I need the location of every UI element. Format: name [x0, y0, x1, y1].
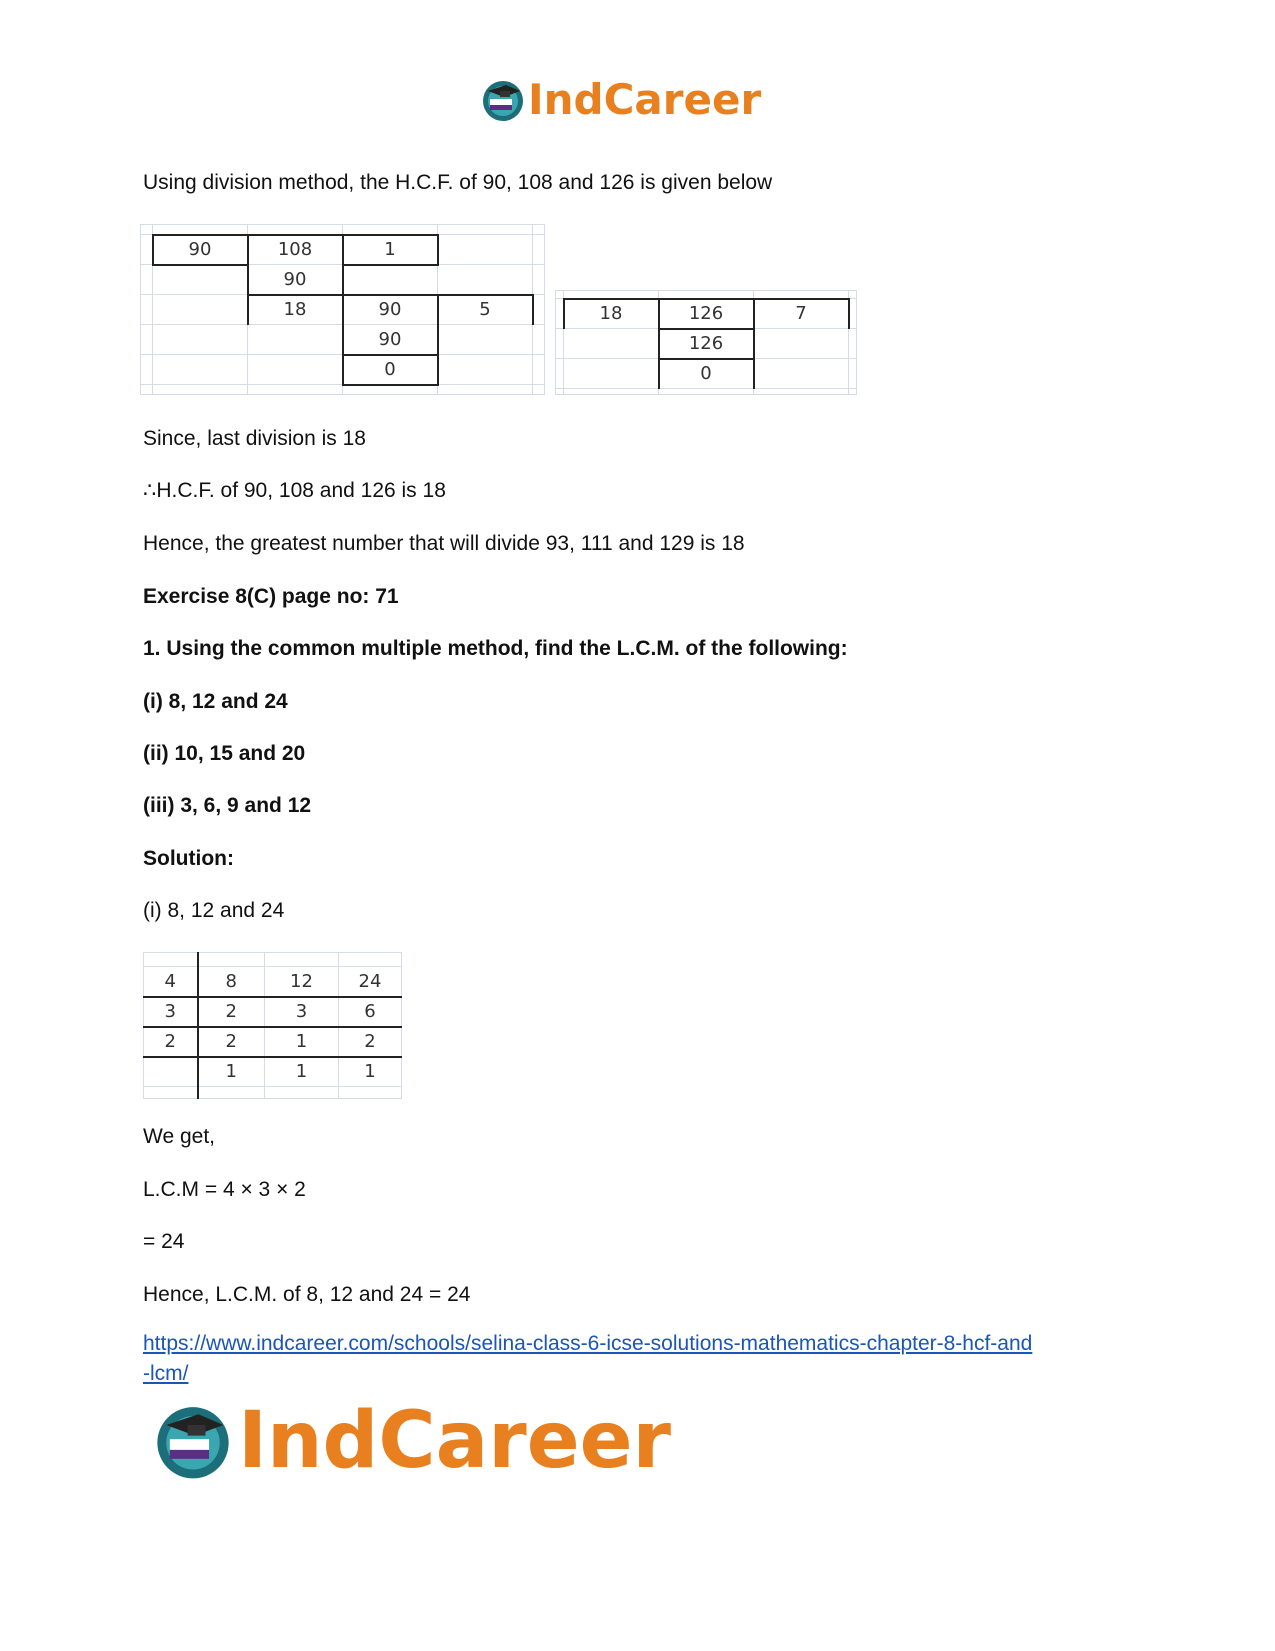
table-cell [438, 325, 533, 355]
question-part-i: (i) 8, 12 and 24 [143, 690, 288, 713]
table-cell: 4 [144, 967, 198, 997]
logo-wordmark: IndCareer [528, 75, 762, 124]
since-text: Since, last division is 18 [143, 427, 366, 450]
table-cell [754, 359, 849, 389]
table-cell: 126 [659, 299, 754, 329]
table-cell [153, 265, 248, 295]
source-link[interactable] [143, 1329, 1133, 1389]
table-cell: 12 [265, 967, 339, 997]
intro-text: Using division method, the H.C.F. of 90, 108 and 126 is given below [143, 171, 773, 194]
table-cell [343, 265, 438, 295]
graduation-globe-icon [152, 1400, 234, 1482]
table-cell [438, 265, 533, 295]
footer-logo [152, 1396, 671, 1486]
lcm-division-table [143, 952, 402, 1099]
table-cell [438, 355, 533, 385]
table-cell [153, 355, 248, 385]
table-cell: 108 [248, 235, 343, 265]
table-cell: 0 [343, 355, 438, 385]
table-cell: 90 [343, 325, 438, 355]
lcm-hence-text: Hence, L.C.M. of 8, 12 and 24 = 24 [143, 1283, 471, 1306]
solution-part-i: (i) 8, 12 and 24 [143, 899, 285, 922]
graduation-globe-icon [480, 77, 526, 123]
table-cell: 2 [144, 1027, 198, 1057]
table-cell: 2 [198, 997, 265, 1027]
table-cell [564, 359, 659, 389]
logo-wordmark: IndCareer [238, 1396, 671, 1486]
table-cell [438, 235, 533, 265]
exercise-heading: Exercise 8(C) page no: 71 [143, 585, 399, 608]
question-part-ii: (ii) 10, 15 and 20 [143, 742, 306, 765]
question-text: 1. Using the common multiple method, find the L.C.M. of the following: [143, 637, 848, 660]
table-cell [153, 325, 248, 355]
lcm-equation: L.C.M = 4 × 3 × 2 [143, 1178, 306, 1201]
table-cell: 90 [343, 295, 438, 325]
table-cell: 1 [339, 1057, 402, 1087]
hence-text: Hence, the greatest number that will divide 93, 111 and 129 is 18 [143, 532, 745, 555]
table-cell: 1 [198, 1057, 265, 1087]
table-cell: 1 [265, 1057, 339, 1087]
table-cell: 24 [339, 967, 402, 997]
question-part-iii: (iii) 3, 6, 9 and 12 [143, 794, 312, 817]
table-cell: 1 [265, 1027, 339, 1057]
table-cell: 2 [198, 1027, 265, 1057]
table-cell: 3 [144, 997, 198, 1027]
table-cell: 0 [659, 359, 754, 389]
table-cell [754, 329, 849, 359]
table-cell: 1 [343, 235, 438, 265]
table-cell: 3 [265, 997, 339, 1027]
source-link-line-1[interactable]: https://www.indcareer.com/schools/selina-class-6-icse-solutions-mathematics-chapter-8-hcf-and [143, 1332, 1033, 1355]
lcm-value: = 24 [143, 1230, 185, 1253]
table-cell: 90 [153, 235, 248, 265]
hcf-division-table-1 [140, 224, 545, 395]
table-cell: 90 [248, 265, 343, 295]
source-link-line-2[interactable]: -lcm/ [143, 1362, 189, 1385]
table-cell [153, 295, 248, 325]
table-cell [144, 1057, 198, 1087]
table-cell: 18 [564, 299, 659, 329]
solution-heading: Solution: [143, 847, 234, 870]
table-cell: 8 [198, 967, 265, 997]
table-cell [248, 325, 343, 355]
table-cell: 6 [339, 997, 402, 1027]
we-get-text: We get, [143, 1125, 215, 1148]
table-cell: 7 [754, 299, 849, 329]
hcf-division-table-2 [555, 290, 857, 395]
table-cell: 18 [248, 295, 343, 325]
table-cell [248, 355, 343, 385]
table-cell: 2 [339, 1027, 402, 1057]
header-logo [480, 76, 761, 124]
table-cell: 5 [438, 295, 533, 325]
table-cell [564, 329, 659, 359]
table-cell: 126 [659, 329, 754, 359]
therefore-text: ∴H.C.F. of 90, 108 and 126 is 18 [143, 479, 446, 502]
